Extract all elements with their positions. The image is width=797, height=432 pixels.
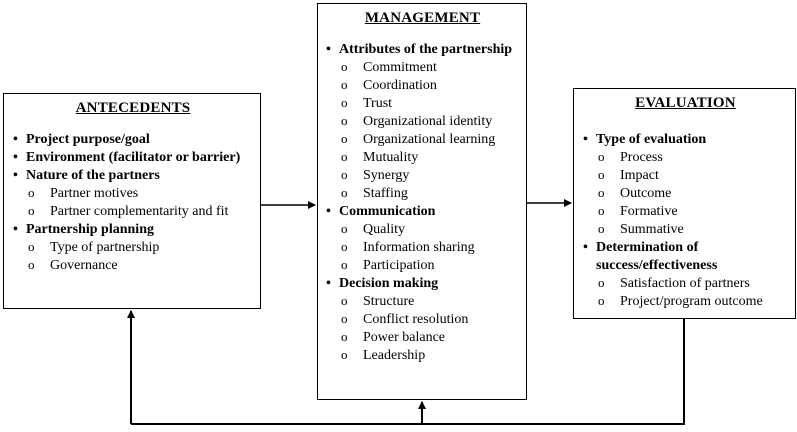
management-subitem-leadership: o Leadership (323, 347, 522, 365)
antecedents-item-nature-of-the-partners: • Nature of the partners (10, 167, 256, 185)
management-subitem-quality: o Quality (323, 221, 522, 239)
management-subitem-organizational-learning: o Organizational learning (323, 131, 522, 149)
management-subitem-participation: o Participation (323, 257, 522, 275)
management-subitem-organizational-identity: o Organizational identity (323, 113, 522, 131)
evaluation-item-determination-of-success-effectiveness: • Determination of success/effectiveness (580, 239, 791, 275)
antecedents-title: ANTECEDENTS (75, 100, 191, 116)
evaluation-subitem-summative: o Summative (580, 221, 791, 239)
evaluation-subitem-formative: o Formative (580, 203, 791, 221)
management-subitem-conflict-resolution: o Conflict resolution (323, 311, 522, 329)
management-item-attributes-of-the-partnership: • Attributes of the partnership (323, 41, 522, 59)
management-subitem-power-balance: o Power balance (323, 329, 522, 347)
management-subitem-information-sharing: o Information sharing (323, 239, 522, 257)
management-item-communication: • Communication (323, 203, 522, 221)
antecedents-subitem-type-of-partnership: o Type of partnership (10, 239, 256, 257)
antecedents-item-environment-facilitator-or-barrier: • Environment (facilitator or barrier) (10, 149, 256, 167)
management-subitem-mutuality: o Mutuality (323, 149, 522, 167)
antecedents-subitem-governance: o Governance (10, 257, 256, 275)
management-subitem-staffing: o Staffing (323, 185, 522, 203)
management-title: MANAGEMENT (364, 10, 481, 26)
management-subitem-trust: o Trust (323, 95, 522, 113)
antecedents-item-project-purpose-goal: • Project purpose/goal (10, 131, 256, 149)
antecedents-item-partnership-planning: • Partnership planning (10, 221, 256, 239)
evaluation-subitem-project-program-outcome: o Project/program outcome (580, 293, 791, 311)
evaluation-box (573, 88, 796, 319)
antecedents-subitem-partner-motives: o Partner motives (10, 185, 256, 203)
evaluation-list (580, 131, 791, 311)
management-subitem-coordination: o Coordination (323, 77, 522, 95)
management-item-decision-making: • Decision making (323, 275, 522, 293)
evaluation-item-type-of-evaluation: • Type of evaluation (580, 131, 791, 149)
antecedents-list (10, 131, 256, 275)
management-subitem-commitment: o Commitment (323, 59, 522, 77)
management-subitem-synergy: o Synergy (323, 167, 522, 185)
evaluation-subitem-outcome: o Outcome (580, 185, 791, 203)
antecedents-box (3, 93, 261, 309)
evaluation-subitem-impact: o Impact (580, 167, 791, 185)
evaluation-subitem-process: o Process (580, 149, 791, 167)
management-list (323, 41, 522, 365)
management-subitem-structure: o Structure (323, 293, 522, 311)
antecedents-subitem-partner-complementarity-and-fit: o Partner complementarity and fit (10, 203, 256, 221)
evaluation-title: EVALUATION (635, 95, 736, 111)
management-box (317, 3, 527, 400)
evaluation-subitem-satisfaction-of-partners: o Satisfaction of partners (580, 275, 791, 293)
